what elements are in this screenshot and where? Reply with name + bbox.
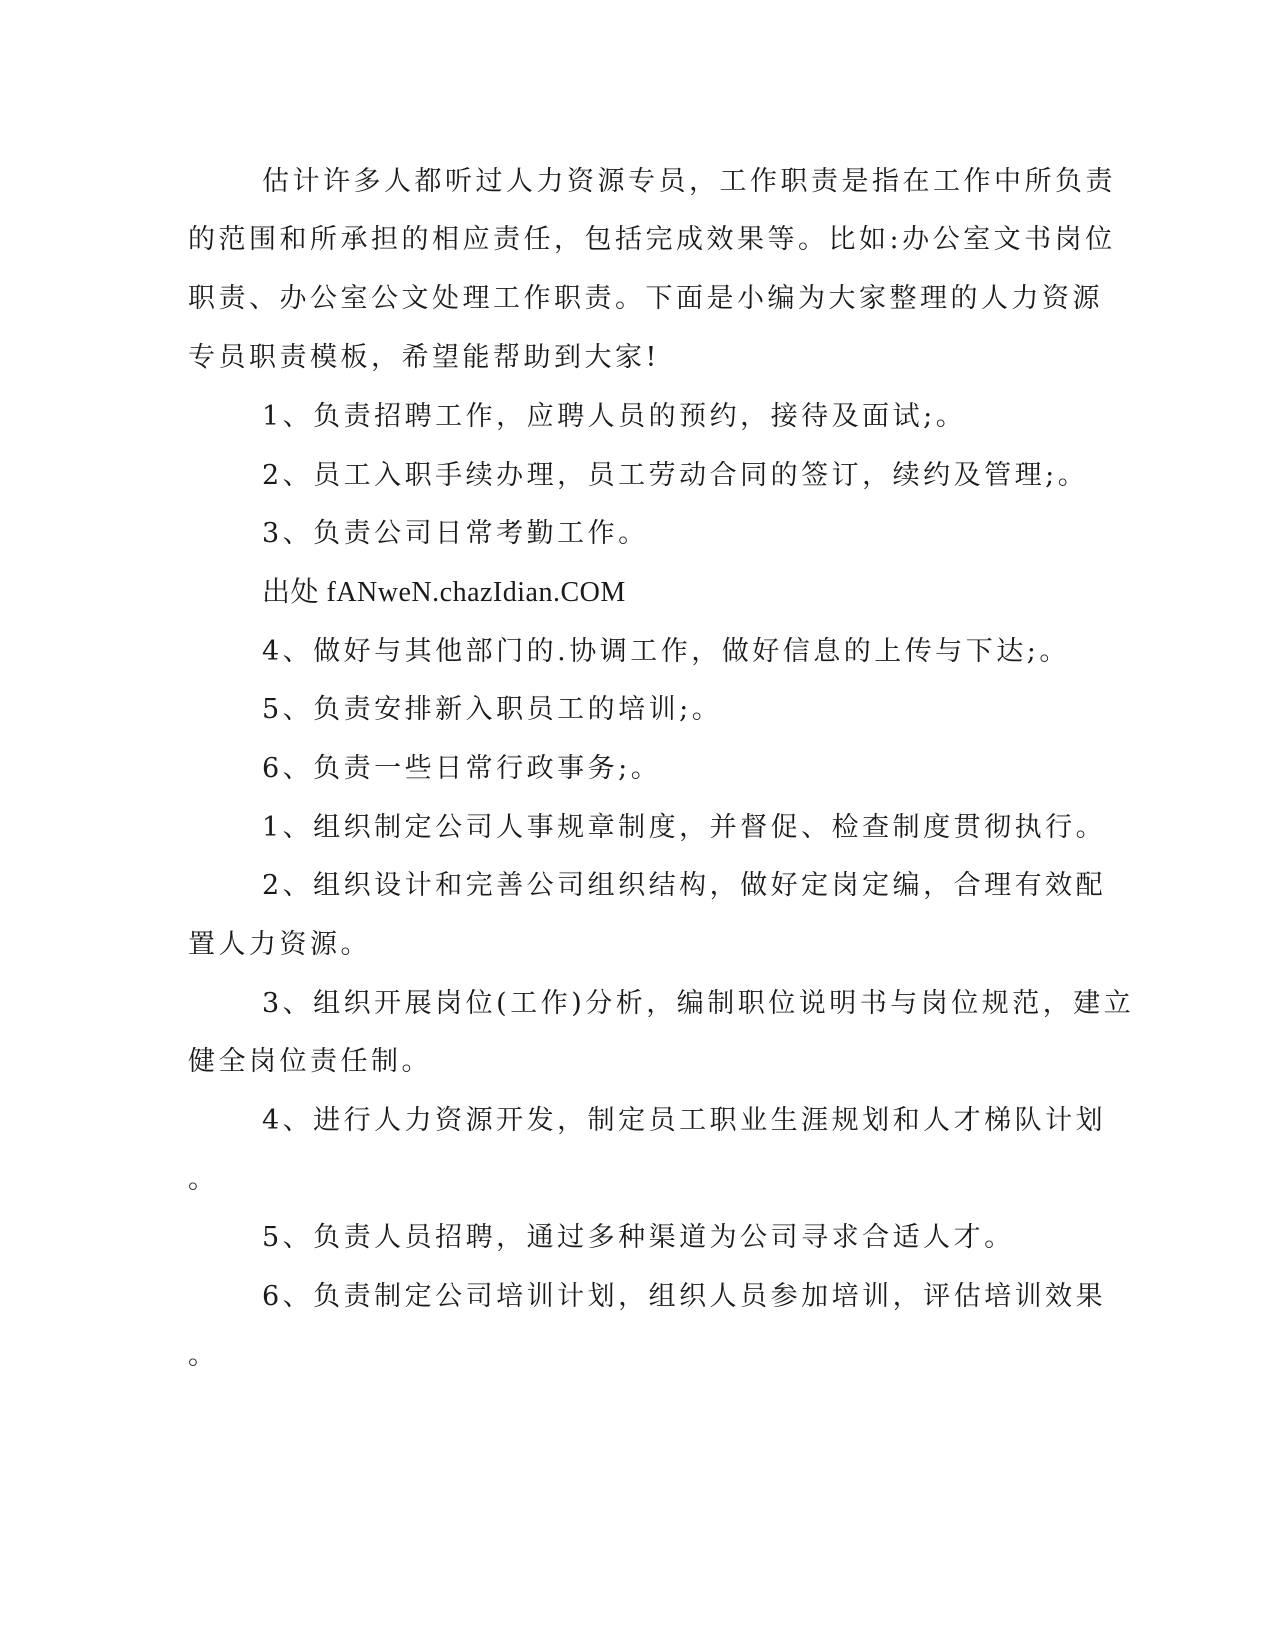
duty-item-c4: 4、进行人力资源开发，制定员工职业生涯规划和人才梯队计划 [262,1105,1107,1136]
duty-item-c2-cont: 置人力资源。 [188,929,371,960]
duty-item-c1: 1、组织制定公司人事规章制度，并督促、检查制度贯彻执行。 [262,812,1107,843]
duty-item-c6-cont: 。 [188,1340,219,1371]
intro-line-3: 职责、办公室公文处理工作职责。下面是小编为大家整理的人力资源 [188,283,1103,314]
duty-item-c3: 3、组织开展岗位(工作)分析，编制职位说明书与岗位规范，建立 [262,988,1135,1019]
duty-item-b5: 5、负责安排新入职员工的培训;。 [262,694,723,725]
duty-item-c5: 5、负责人员招聘，通过多种渠道为公司寻求合适人才。 [262,1222,1015,1253]
duty-item-c6: 6、负责制定公司培训计划，组织人员参加培训，评估培训效果 [262,1281,1107,1312]
intro-line-4: 专员职责模板，希望能帮助到大家! [188,342,660,373]
intro-line-2: 的范围和所承担的相应责任，包括完成效果等。比如:办公室文书岗位 [188,224,1116,255]
duty-item-b4: 4、做好与其他部门的.协调工作，做好信息的上传与下达;。 [262,636,1070,667]
source-line: 出处 fANweN.chazIdian.COM [262,577,626,608]
duty-item-a1: 1、负责招聘工作，应聘人员的预约，接待及面试;。 [262,401,967,432]
duty-item-c3-cont: 健全岗位责任制。 [188,1046,432,1077]
duty-item-a2: 2、员工入职手续办理，员工劳动合同的签订，续约及管理;。 [262,460,1089,491]
duty-item-c2: 2、组织设计和完善公司组织结构，做好定岗定编，合理有效配 [262,870,1107,901]
duty-item-a3: 3、负责公司日常考勤工作。 [262,518,649,549]
duty-item-c4-cont: 。 [188,1164,219,1195]
intro-line-1: 估计许多人都听过人力资源专员，工作职责是指在工作中所负责 [262,166,1116,197]
duty-item-b6: 6、负责一些日常行政事务;。 [262,753,662,784]
